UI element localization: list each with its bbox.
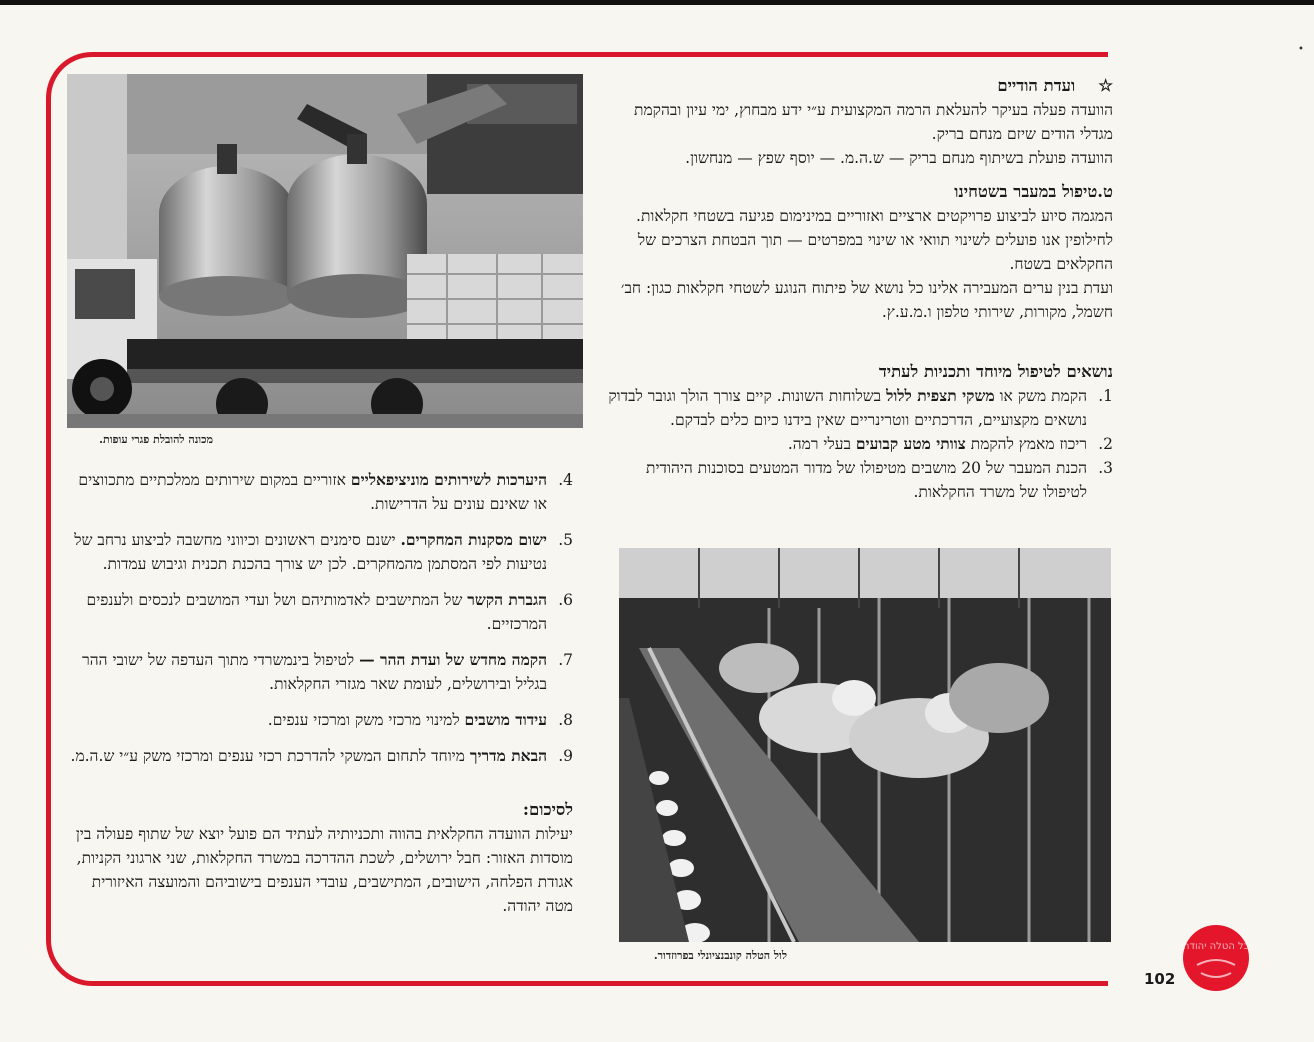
truck-photo-caption: מכונה להובלת פגרי עופות.	[99, 433, 213, 446]
section-t-heading: ט.טיפול במעבר בשטחינו	[954, 182, 1113, 201]
list-item: 8. עידוד מושבים למינוי מרכזי משק ומרכזי ענפים.	[267, 710, 573, 729]
top-border-line	[0, 0, 1314, 5]
list-item: 9. הבאת מדריך מיוחד לתחום המשקי להדרכת רכזי ענפים ומרכזי משק ע״י ש.ה.מ.	[70, 746, 573, 765]
turkeys-heading-text: ועדת הודיים	[997, 76, 1076, 95]
summary-paragraph: יעילות הוועדה החקלאית בהווה ותכניותיה לעתיד הם פועל יוצא של שתוף פעולה בין מוסדות האזור: חבל ירושלים, לשכת ההדרכה במשרד החקלאות, שני ארגוני הקניות, אגודת הפלחה, הישובים, המתישבים, עובדי הענפים בישוביהם והמועצה האיזורית מטה יהודה.	[75, 825, 573, 915]
right-column	[605, 74, 1113, 504]
page-number: 102	[1144, 970, 1176, 988]
turkeys-committee-heading	[605, 74, 1113, 98]
list-item: 3. הכנת המעבר של 20 מושבים מטיפולו של מדור המטעים בסוכנות היהודית לטיפולו של משרד החקלאות.	[646, 459, 1113, 501]
list-item: 2. ריכוז מאמץ להקמת צוותי מטע קבועים בעלי רמה.	[787, 434, 1113, 453]
edge-mark: •	[1298, 44, 1304, 55]
summary-heading: לסיכום:	[522, 800, 573, 819]
section-t-paragraph-1: המגמה סיוע לביצוע פרויקטים ארציים ואזוריים במינימום פגיעה בשטחי חקלאות. לחילופין אנו פועלים לשינוי תוואי או שינוי במפרטים — תוך הבטחת הצרכים של החקלאים בשטח.	[636, 207, 1113, 273]
coop-photo	[619, 548, 1111, 942]
list-item: 4. היערכות לשירותים מוניציפאליים אזוריים במקום שירותים ממלכתיים מתכווצים או שאינם עונים על הדרישות.	[78, 470, 573, 513]
turkeys-paragraph-1: הוועדה פעלה בעיקר להעלאת הרמה המקצועית ע״י ידע מבחוץ, ימי עיון ובהקמת מגדלי הודים שיזם מנחם בריק.	[634, 101, 1113, 143]
list-item: 7. הקמה מחדש של ועדת ההר — לטיפול בינמשרדי מתוך העדפה של ישובי ההר בגליל ובירושלים, לעומת שאר מגזרי החקלאות.	[82, 650, 573, 693]
future-topics-list	[605, 384, 1113, 504]
coop-photo-caption: לול הטלה קונבנציונלי בפרוזדור.	[653, 949, 787, 962]
future-topics-heading: נושאים לטיפול מיוחד ותכניות לעתיד	[878, 362, 1113, 381]
left-column	[68, 468, 573, 918]
star-icon: ☆	[1098, 76, 1113, 95]
publisher-logo	[1183, 925, 1249, 991]
future-topics-list-continued	[68, 468, 573, 768]
list-item: 5. ישום מסקנות המחקרים. ישנם סימנים ראשונים וכיווני מחשבה לביצוע נרחב של נטיעות לפי המסתמן מהמחקרים. לכן יש צורך בהכנת תכנית וגיבוש עמדות.	[74, 530, 573, 573]
section-t-paragraph-2: ועדת בנין ערים המעבירה אלינו כל נושא של פיתוח הנוגע לשטחי חקלאות כגון: חב׳ חשמל, מקורות, שירותי טלפון ו.מ.ע.ץ.	[620, 279, 1113, 321]
truck-photo	[67, 74, 583, 428]
turkeys-paragraph-2: הוועדה פועלת בשיתוף מנחם בריק — ש.ה.מ. — יוסף שפץ — מנחשון.	[685, 149, 1113, 167]
logo-text: כל הטלה יהודה	[1183, 941, 1249, 952]
list-item: 6. הגברת הקשר של המתישבים לאדמותיהם ושל ועדי המושבים לנכסים ולענפים המרכזיים.	[86, 590, 573, 633]
list-item: 1. הקמת משק או משקי תצפית ללול בשלוחות השונות. קיים צורך הולך וגובר לבדוק נושאים מקצועיים, הדרכתיים ווטרינריים שאין בידנו כיום כלים לבדקם.	[608, 386, 1113, 429]
